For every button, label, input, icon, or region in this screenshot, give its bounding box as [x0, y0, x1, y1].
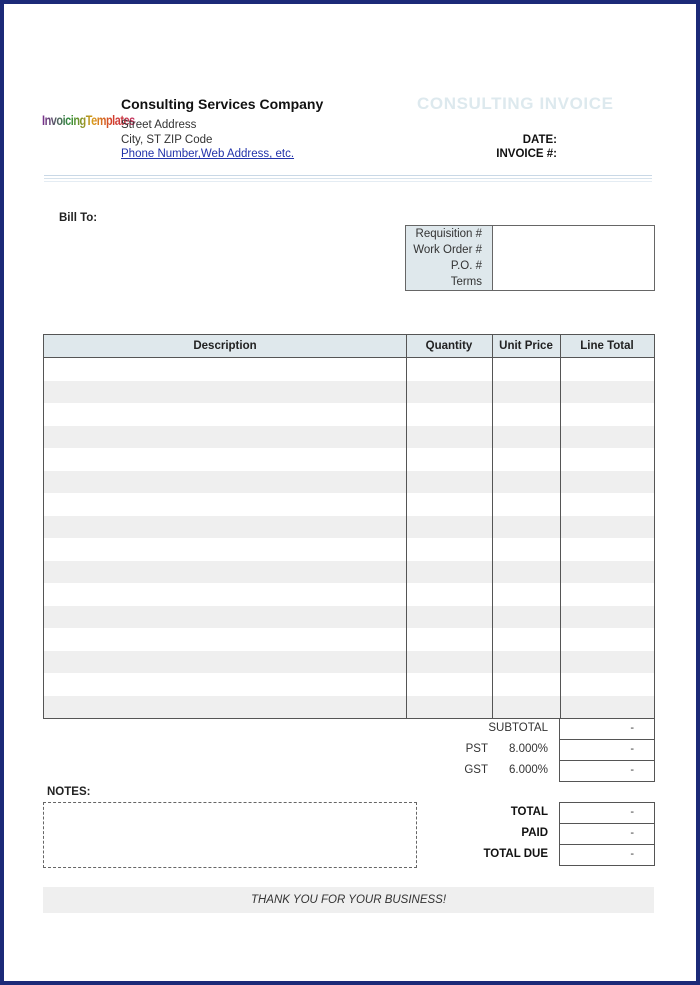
- reference-labels: [406, 226, 493, 290]
- gst-cell[interactable]: [559, 760, 655, 782]
- column-divider: [406, 335, 407, 718]
- total-due-value: -: [630, 848, 634, 860]
- table-row[interactable]: [44, 583, 654, 606]
- table-row[interactable]: [44, 358, 654, 381]
- bill-to-label: Bill To:: [59, 212, 98, 224]
- table-header: [44, 335, 654, 358]
- total-label: TOTAL: [510, 806, 548, 818]
- pst-rate[interactable]: 8.000%: [508, 743, 548, 755]
- column-divider: [492, 335, 493, 718]
- invoice-title: CONSULTING INVOICE: [417, 94, 614, 113]
- table-row[interactable]: [44, 381, 654, 404]
- total-value: -: [630, 806, 634, 818]
- pst-value: -: [630, 743, 634, 755]
- company-logo: InvoicingTemplates: [42, 112, 135, 128]
- table-row[interactable]: [44, 493, 654, 516]
- column-divider: [560, 335, 561, 718]
- line-items-table: [43, 334, 655, 719]
- paid-value: -: [630, 827, 634, 839]
- table-row[interactable]: [44, 403, 654, 426]
- column-quantity: Quantity: [425, 340, 473, 352]
- subtotal-cell[interactable]: [559, 718, 655, 740]
- table-row[interactable]: [44, 606, 654, 629]
- subtotal-label: SUBTOTAL: [488, 722, 548, 734]
- table-row[interactable]: [44, 561, 654, 584]
- paid-cell[interactable]: [559, 823, 655, 845]
- notes-label: NOTES:: [47, 786, 91, 798]
- total-cell[interactable]: [559, 802, 655, 824]
- pst-label: PST: [465, 743, 488, 755]
- table-row[interactable]: [44, 628, 654, 651]
- terms-label: Terms: [450, 276, 482, 288]
- total-due-label: TOTAL DUE: [483, 848, 548, 860]
- city-state-zip[interactable]: City, ST ZIP Code: [121, 134, 213, 146]
- company-name[interactable]: Consulting Services Company: [121, 96, 324, 112]
- header-divider: [44, 175, 652, 176]
- table-row[interactable]: [44, 696, 654, 719]
- invoice-number-label: INVOICE #:: [496, 148, 557, 160]
- subtotal-value: -: [630, 722, 634, 734]
- gst-value: -: [630, 764, 634, 776]
- column-unit-price: Unit Price: [499, 340, 553, 352]
- pst-cell[interactable]: [559, 739, 655, 761]
- table-row[interactable]: [44, 673, 654, 696]
- table-row[interactable]: [44, 538, 654, 561]
- table-row[interactable]: [44, 516, 654, 539]
- po-label: P.O. #: [450, 260, 482, 272]
- table-row[interactable]: [44, 471, 654, 494]
- reference-box: [405, 225, 655, 291]
- work-order-label: Work Order #: [413, 244, 482, 256]
- paid-label: PAID: [521, 827, 548, 839]
- column-line-total: Line Total: [580, 340, 634, 352]
- requisition-label: Requisition #: [415, 228, 482, 240]
- header-divider-3: [44, 181, 652, 182]
- header-divider-2: [44, 178, 652, 179]
- table-row[interactable]: [44, 651, 654, 674]
- table-row[interactable]: [44, 448, 654, 471]
- gst-label: GST: [464, 764, 488, 776]
- date-label: DATE:: [522, 134, 557, 146]
- total-due-cell[interactable]: [559, 844, 655, 866]
- notes-field[interactable]: [43, 802, 417, 868]
- column-description: Description: [193, 340, 257, 352]
- thank-you-message: THANK YOU FOR YOUR BUSINESS!: [43, 887, 654, 913]
- table-row[interactable]: [44, 426, 654, 449]
- contact-link[interactable]: Phone Number,Web Address, etc.: [121, 148, 295, 160]
- street-address[interactable]: Street Address: [121, 119, 197, 131]
- gst-rate[interactable]: 6.000%: [508, 764, 548, 776]
